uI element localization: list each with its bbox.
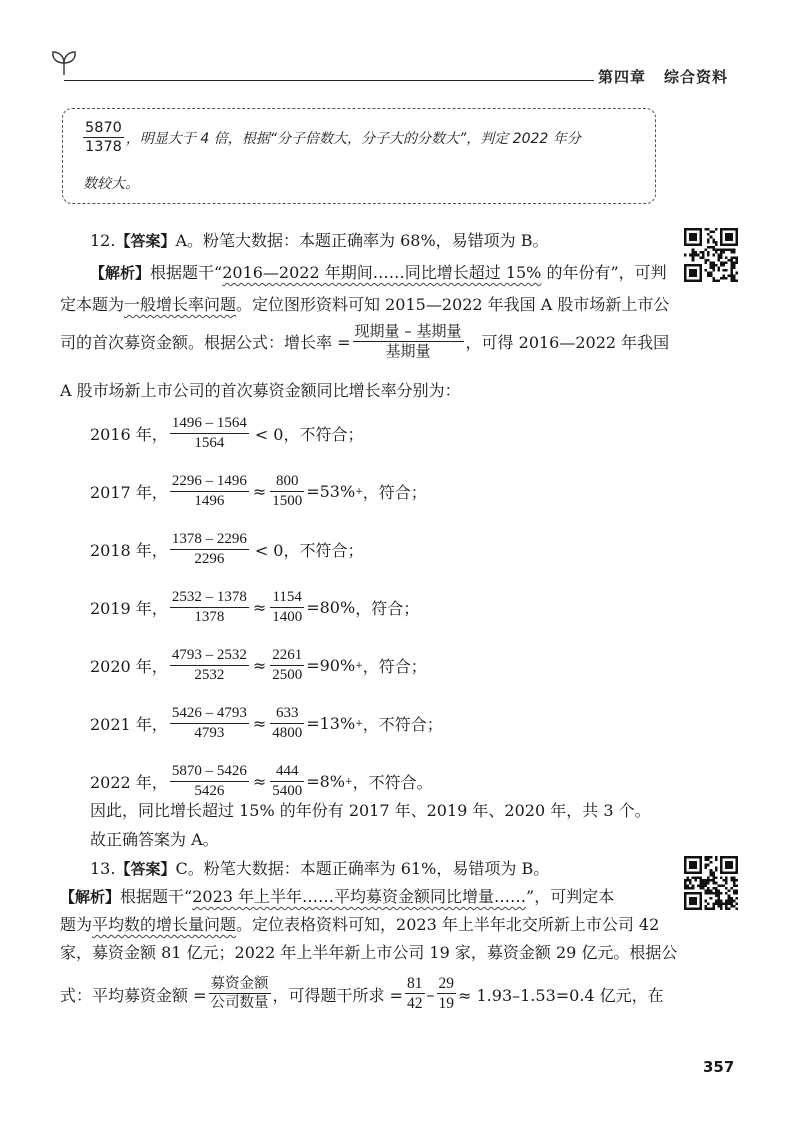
fraction-denominator: 1496 bbox=[194, 492, 225, 509]
fraction-numerator: 81 bbox=[405, 974, 425, 994]
fraction-numerator: 29 bbox=[437, 974, 457, 994]
growth-fraction bbox=[170, 530, 249, 569]
calc-row bbox=[90, 588, 419, 627]
answer-text: C。粉笔大数据：本题正确率为 61%，易错项为 B。 bbox=[175, 859, 550, 878]
plus-superscript: + bbox=[345, 776, 353, 787]
verdict-text: < 0，不符合； bbox=[254, 425, 364, 445]
fraction-numerator: 633 bbox=[270, 704, 304, 724]
growth-fraction bbox=[170, 704, 249, 743]
minus-sign: – bbox=[426, 984, 435, 1004]
q12-formula-line bbox=[60, 322, 669, 361]
year-label: 2017 年， bbox=[90, 483, 168, 503]
year-label: 2018 年， bbox=[90, 541, 168, 561]
q13-analysis-line-1 bbox=[60, 886, 614, 908]
approx-sign: ≈ bbox=[252, 772, 267, 792]
text-span: 式：平均募资金额 = bbox=[60, 985, 207, 1005]
verdict-text: ，不符合； bbox=[362, 715, 443, 735]
text-span: 司的首次募资金额。根据公式：增长率 = bbox=[60, 333, 351, 353]
question-type: 一般增长率问题 bbox=[124, 295, 237, 314]
text-span: 题为 bbox=[60, 915, 93, 934]
key-phrase: 2016—2022 年期间……同比增长超过 15% bbox=[222, 263, 542, 282]
fraction-denominator: 2532 bbox=[194, 666, 225, 683]
verdict-text: ，符合； bbox=[362, 657, 427, 677]
calc-row bbox=[90, 646, 427, 685]
fraction-denominator: 4800 bbox=[272, 724, 303, 741]
plus-superscript: + bbox=[355, 718, 363, 729]
fraction-2022 bbox=[437, 974, 457, 1015]
result-value: =13% bbox=[306, 714, 356, 734]
text-span: 。定位表格资料可知，2023 年上半年北交所新上市公司 42 bbox=[236, 915, 660, 934]
tip-line-1 bbox=[81, 119, 581, 157]
tip-text-1: ，明显大于 4 倍，根据“分子倍数大，分子大的分数大”，判定 2022 年分 bbox=[125, 130, 581, 147]
fraction-numerator: 4793 – 2532 bbox=[170, 646, 249, 666]
section-label: 综合资料 bbox=[664, 68, 729, 86]
answer-tag: 【答案】 bbox=[115, 860, 176, 878]
fraction-denominator: 1378 bbox=[194, 608, 225, 625]
text-span: ≈ 1.93–1.53=0.4 亿元，在 bbox=[458, 985, 664, 1005]
approx-fraction bbox=[270, 762, 304, 801]
q12-analysis-line-1 bbox=[90, 262, 667, 284]
plus-superscript: + bbox=[355, 486, 363, 497]
fraction-numerator: 5426 – 4793 bbox=[170, 704, 249, 724]
fraction-numerator: 5870 – 5426 bbox=[170, 762, 249, 782]
text-span: ”，可判定本 bbox=[526, 887, 615, 906]
qr-code-icon[interactable] bbox=[684, 228, 738, 282]
tip-box bbox=[62, 108, 656, 204]
verdict-text: ，不符合。 bbox=[352, 773, 433, 793]
header-rule bbox=[64, 80, 594, 81]
text-span: ，可得 2016—2022 年我国 bbox=[465, 333, 670, 353]
growth-fraction bbox=[170, 588, 249, 627]
approx-fraction bbox=[270, 588, 304, 627]
chapter-header bbox=[598, 66, 728, 87]
q13-analysis-line-3: 家，募资金额 81 亿元；2022 年上半年新上市公司 19 家，募资金额 29 亿元。根据公 bbox=[60, 943, 678, 962]
page-number: 357 bbox=[703, 1058, 735, 1076]
text-span: 的年份有”，可判 bbox=[541, 263, 667, 282]
fraction-numerator: 1154 bbox=[270, 588, 304, 608]
calc-row bbox=[90, 472, 427, 511]
approx-sign: ≈ bbox=[252, 714, 267, 734]
text-span: ，可得题干所求 = bbox=[272, 985, 403, 1005]
question-type: 平均数的增长量问题 bbox=[92, 915, 237, 934]
growth-rate-formula bbox=[353, 322, 464, 361]
q13-formula-line bbox=[60, 974, 664, 1015]
formula-denominator: 基期量 bbox=[385, 341, 431, 360]
growth-fraction bbox=[170, 646, 249, 685]
text-span: 根据题干“ bbox=[120, 887, 193, 906]
q12-conclusion: 因此，同比增长超过 15% 的年份有 2017 年、2019 年、2020 年，共 3 个。 bbox=[90, 801, 651, 820]
answer-text: A。粉笔大数据：本题正确率为 68%，易错项为 B。 bbox=[175, 231, 549, 250]
answer-tag: 【答案】 bbox=[115, 232, 176, 250]
calc-row bbox=[90, 762, 433, 801]
fraction-numerator: 1378 – 2296 bbox=[170, 530, 249, 550]
fraction-numerator: 444 bbox=[270, 762, 304, 782]
plus-superscript: + bbox=[355, 660, 363, 671]
question-number: 12. bbox=[90, 231, 116, 250]
fraction-numerator: 1496 – 1564 bbox=[170, 414, 249, 434]
verdict-text: < 0，不符合； bbox=[254, 541, 364, 561]
analysis-tag: 【解析】 bbox=[60, 888, 121, 906]
fraction-denominator: 1378 bbox=[85, 139, 122, 156]
verdict-text: ，符合； bbox=[362, 483, 427, 503]
fraction-denominator: 1564 bbox=[194, 434, 225, 451]
average-formula bbox=[209, 975, 271, 1013]
fraction-denominator: 5426 bbox=[194, 782, 225, 799]
text-span: 根据题干“ bbox=[150, 263, 223, 282]
text-span: 定本题为 bbox=[60, 295, 125, 314]
qr-code-icon[interactable] bbox=[684, 856, 738, 910]
formula-numerator: 现期量 – 基期量 bbox=[354, 322, 462, 340]
verdict-text: ，符合； bbox=[355, 599, 420, 619]
fraction-2023 bbox=[405, 974, 425, 1015]
fraction-numerator: 2261 bbox=[270, 646, 304, 666]
fraction-denominator: 2500 bbox=[272, 666, 303, 683]
year-label: 2016 年， bbox=[90, 425, 168, 445]
fraction-denominator: 2296 bbox=[194, 550, 225, 567]
year-label: 2020 年， bbox=[90, 657, 168, 677]
approx-fraction bbox=[270, 646, 304, 685]
calc-row bbox=[90, 530, 364, 569]
q12-final-answer: 故正确答案为 A。 bbox=[90, 830, 219, 849]
fraction-numerator: 2532 – 1378 bbox=[170, 588, 249, 608]
fraction-denominator: 1400 bbox=[272, 608, 303, 625]
tip-text-2: 数较大。 bbox=[83, 176, 139, 192]
fraction-denominator: 42 bbox=[407, 995, 423, 1013]
result-value: =8% bbox=[306, 772, 346, 792]
text-span: 。定位图形资料可知 2015—2022 年我国 A 股市场新上市公 bbox=[236, 295, 670, 314]
result-value: =80% bbox=[306, 598, 356, 618]
question-number: 13. bbox=[90, 859, 116, 878]
growth-fraction bbox=[170, 414, 249, 453]
approx-fraction bbox=[270, 704, 304, 743]
approx-sign: ≈ bbox=[252, 656, 267, 676]
chapter-label: 第四章 bbox=[598, 68, 647, 86]
sprout-icon bbox=[50, 50, 78, 76]
q12-analysis-line-2 bbox=[60, 294, 669, 316]
year-label: 2022 年， bbox=[90, 773, 168, 793]
approx-sign: ≈ bbox=[252, 482, 267, 502]
fraction-numerator: 800 bbox=[270, 472, 304, 492]
fraction-numerator: 2296 – 1496 bbox=[170, 472, 249, 492]
calc-row bbox=[90, 414, 364, 453]
year-label: 2019 年， bbox=[90, 599, 168, 619]
fraction-denominator: 19 bbox=[438, 995, 454, 1013]
calc-row bbox=[90, 704, 443, 743]
q12-answer-line bbox=[90, 230, 549, 252]
result-value: =90% bbox=[306, 656, 356, 676]
fraction-denominator: 4793 bbox=[194, 724, 225, 741]
formula-numerator: 募资金额 bbox=[209, 975, 271, 994]
result-value: =53% bbox=[306, 482, 356, 502]
formula-denominator: 公司数量 bbox=[210, 995, 269, 1012]
fraction-denominator: 1500 bbox=[272, 492, 303, 509]
analysis-tag: 【解析】 bbox=[90, 264, 151, 282]
fraction-numerator: 5870 bbox=[83, 119, 124, 138]
tip-fraction bbox=[83, 119, 124, 157]
approx-sign: ≈ bbox=[252, 598, 267, 618]
approx-fraction bbox=[270, 472, 304, 511]
growth-fraction bbox=[170, 472, 249, 511]
q13-analysis-line-2 bbox=[60, 914, 659, 936]
fraction-denominator: 5400 bbox=[272, 782, 303, 799]
key-phrase: 2023 年上半年……平均募资金额同比增量…… bbox=[192, 887, 527, 906]
growth-fraction bbox=[170, 762, 249, 801]
q13-answer-line bbox=[90, 858, 549, 880]
year-label: 2021 年， bbox=[90, 715, 168, 735]
q12-analysis-line-4: A 股市场新上市公司的首次募资金额同比增长率分别为： bbox=[60, 381, 461, 400]
